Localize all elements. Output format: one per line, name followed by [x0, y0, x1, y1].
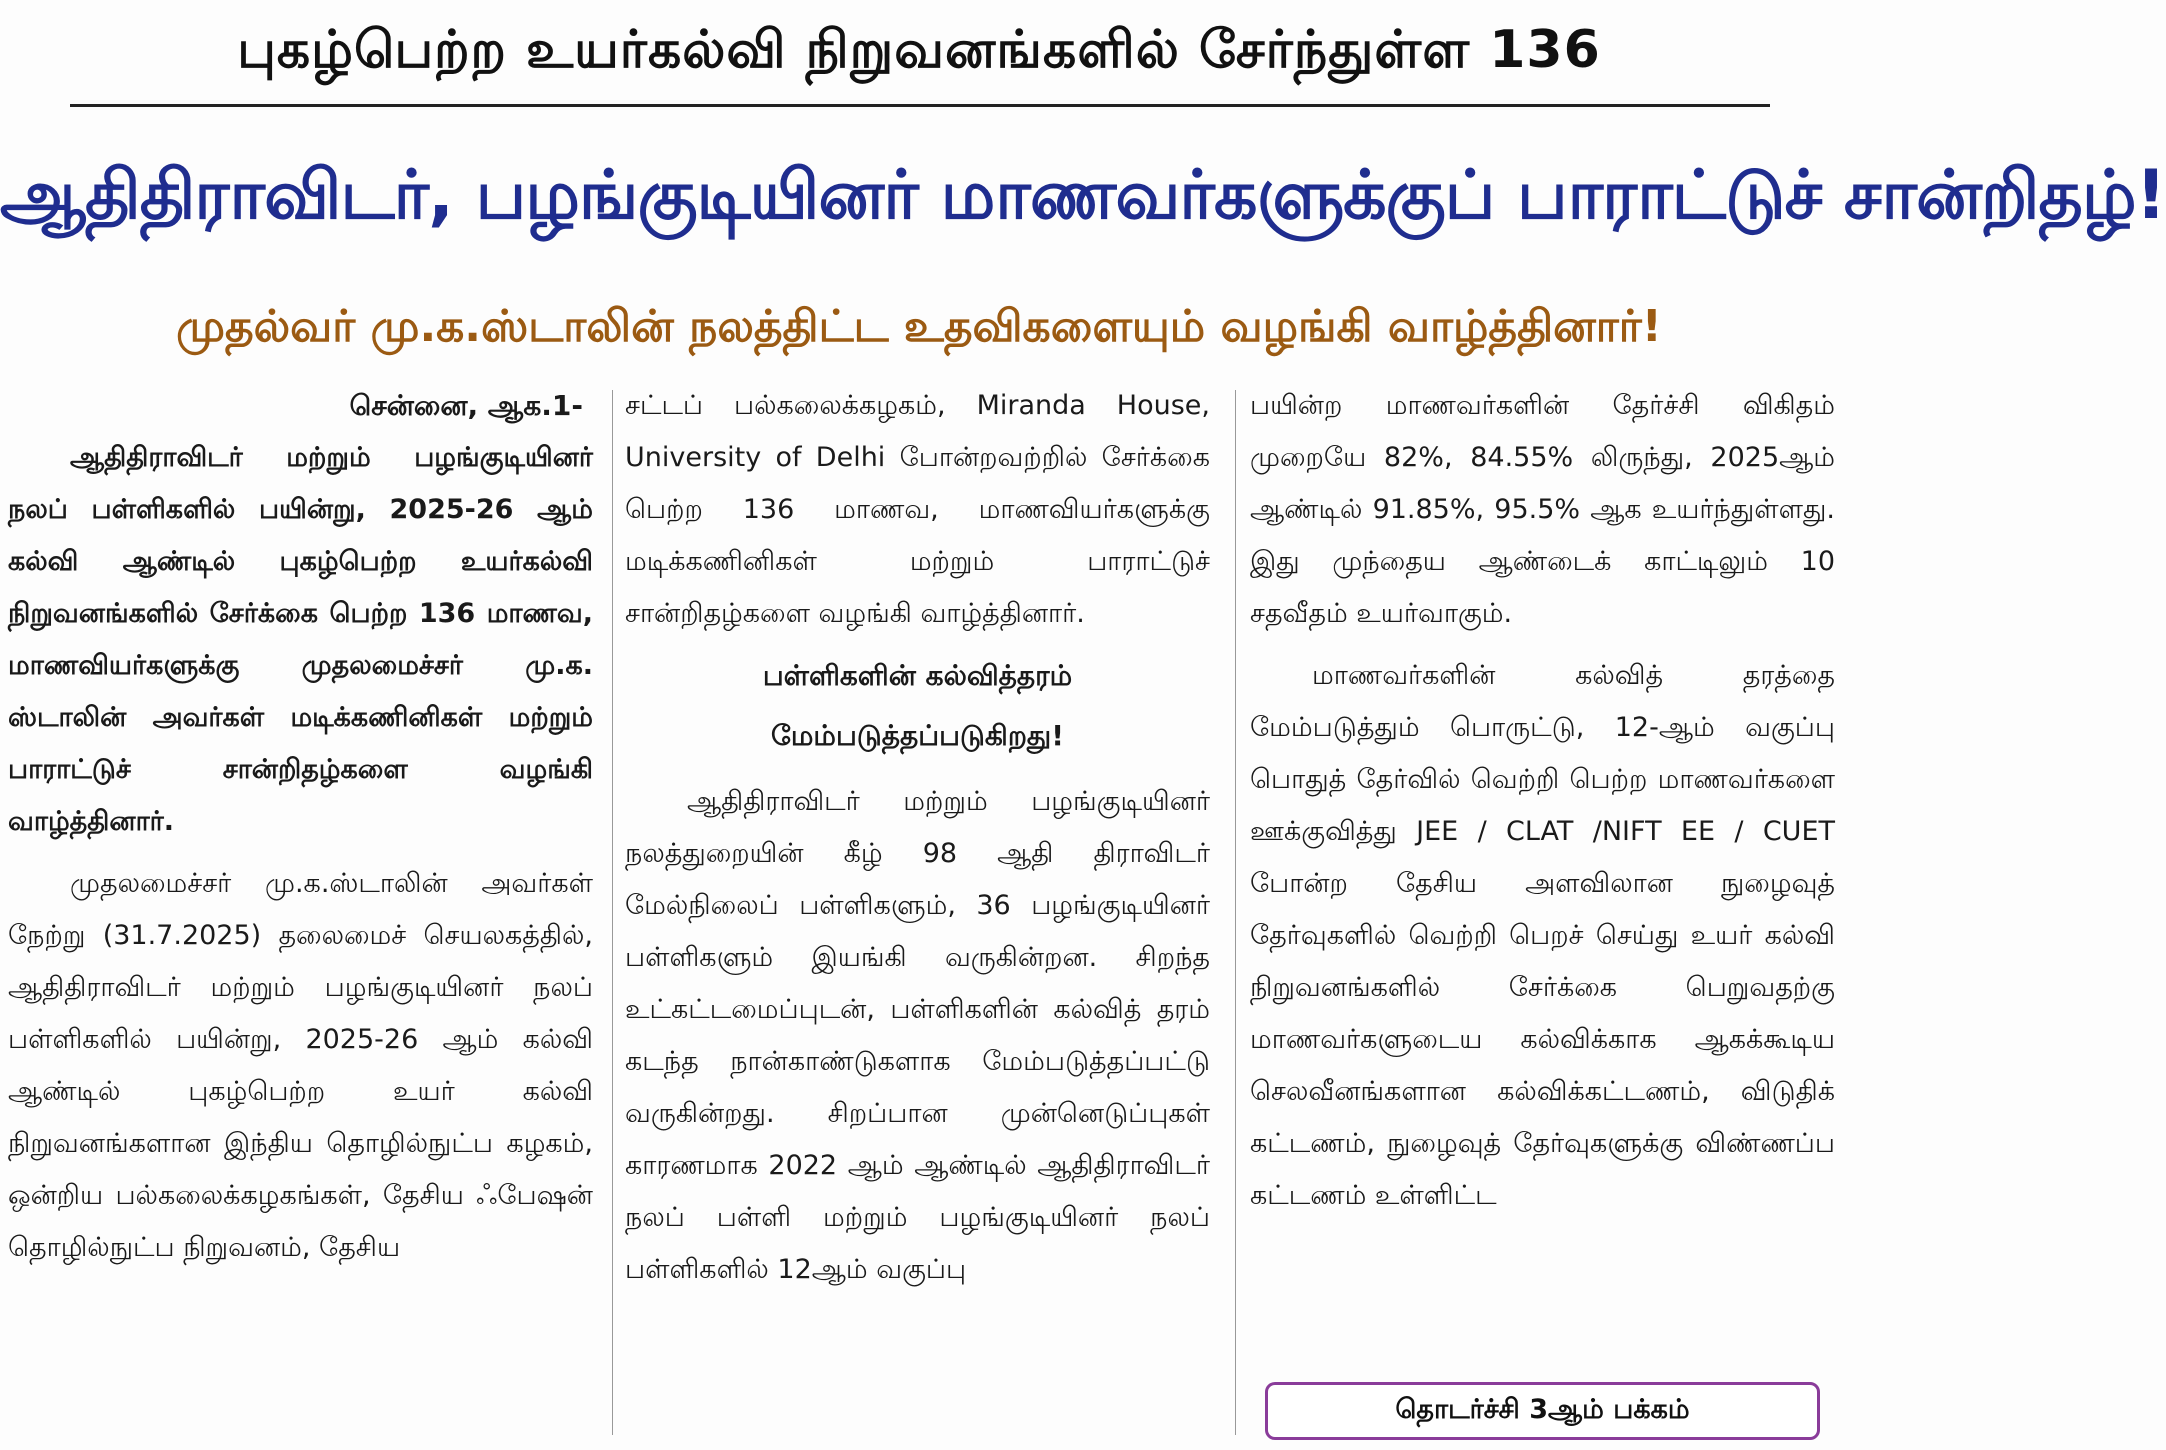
lead-paragraph: ஆதிதிராவிடர் மற்றும் பழங்குடியினர் நலப் பள்ளிகளில் பயின்று, 2025-26 ஆம் கல்வி ஆண்டில் புகழ்பெற்ற உயர்கல்வி நிறுவனங்களில் சேர்க்கை பெற்ற 136 மாணவ, மாணவியர்களுக்கு முதலமைச்சர் மு.க. ஸ்டாலின் அவர்கள் மடிக்கணினிகள் மற்றும் பாராட்டுச் சான்றிதழ்களை வழங்கி வாழ்த்தினார். [8, 442, 593, 837]
body-paragraph: பயின்ற மாணவர்களின் தேர்ச்சி விகிதம் முறையே 82%, 84.55% லிருந்து, 2025ஆம் ஆண்டில் 91.85%, 95.5% ஆக உயர்ந்துள்ளது. இது முந்தைய ஆண்டைக் காட்டிலும் 10 சதவீதம் உயர்வாகும். [1250, 390, 1835, 629]
overline-divider [70, 104, 1770, 107]
column-2 [625, 380, 1210, 1296]
dateline: சென்னை, ஆக.1- [349, 389, 583, 422]
subheading-line-1: பள்ளிகளின் கல்வித்தரம் [762, 659, 1073, 692]
sub-headline: முதல்வர் மு.க.ஸ்டாலின் நலத்திட்ட உதவிகளையும் வழங்கி வாழ்த்தினார்! [176, 301, 1662, 352]
column-1 [8, 380, 593, 1274]
body-paragraph: சட்டப் பல்கலைக்கழகம், Miranda House, University of Delhi போன்றவற்றில் சேர்க்கை பெற்ற 136 மாணவ, மாணவியர்களுக்கு மடிக்கணினிகள் மற்றும் பாராட்டுச் சான்றிதழ்களை வழங்கி வாழ்த்தினார். [625, 390, 1210, 629]
main-headline: ஆதிதிராவிடர், பழங்குடியினர் மாணவர்களுக்குப் பாராட்டுச் சான்றிதழ்! [0, 156, 2166, 235]
subheading-line-2: மேம்படுத்தப்படுகிறது! [771, 719, 1064, 752]
column-divider [1235, 390, 1236, 1435]
body-paragraph: மாணவர்களின் கல்வித் தரத்தை மேம்படுத்தும் பொருட்டு, 12-ஆம் வகுப்பு பொதுத் தேர்வில் வெற்றி பெற்ற மாணவர்களை ஊக்குவித்து JEE / CLAT /NIFT EE / CUET போன்ற தேசிய அளவிலான நுழைவுத் தேர்வுகளில் வெற்றி பெறச் செய்து உயர் கல்வி நிறுவனங்களில் சேர்க்கை பெறுவதற்கு மாணவர்களுடைய கல்விக்காக ஆகக்கூடிய செலவீனங்களான கல்விக்கட்டணம், விடுதிக் கட்டணம், நுழைவுத் தேர்வுகளுக்கு விண்ணப்ப கட்டணம் உள்ளிட்ட [1250, 660, 1835, 1211]
column-divider [612, 390, 613, 1435]
overline-title: புகழ்பெற்ற உயர்கல்வி நிறுவனங்களில் சேர்ந்துள்ள 136 [237, 20, 1601, 80]
body-paragraph: ஆதிதிராவிடர் மற்றும் பழங்குடியினர் நலத்துறையின் கீழ் 98 ஆதி திராவிடர் மேல்நிலைப் பள்ளிகளும், 36 பழங்குடியினர் பள்ளிகளும் இயங்கி வருகின்றன. சிறந்த உட்கட்டமைப்புடன், பள்ளிகளின் கல்வித் தரம் கடந்த நான்காண்டுகளாக மேம்படுத்தப்பட்டு வருகின்றது. சிறப்பான முன்னெடுப்புகள் காரணமாக 2022 ஆம் ஆண்டில் ஆதிதிராவிடர் நலப் பள்ளி மற்றும் பழங்குடியினர் நலப் பள்ளிகளில் 12ஆம் வகுப்பு [625, 786, 1210, 1285]
continued-on-page-box: தொடர்ச்சி 3ஆம் பக்கம் [1265, 1382, 1820, 1440]
section-subheading [625, 646, 1210, 766]
body-paragraph: முதலமைச்சர் மு.க.ஸ்டாலின் அவர்கள் நேற்று (31.7.2025) தலைமைச் செயலகத்தில், ஆதிதிராவிடர் மற்றும் பழங்குடியினர் நலப் பள்ளிகளில் பயின்று, 2025-26 ஆம் கல்வி ஆண்டில் புகழ்பெற்ற உயர் கல்வி நிறுவனங்களான இந்திய தொழில்நுட்ப கழகம், ஒன்றிய பல்கலைக்கழகங்கள், தேசிய ஃபேஷன் தொழில்நுட்ப நிறுவனம், தேசிய [8, 868, 593, 1263]
column-3 [1250, 380, 1835, 1222]
